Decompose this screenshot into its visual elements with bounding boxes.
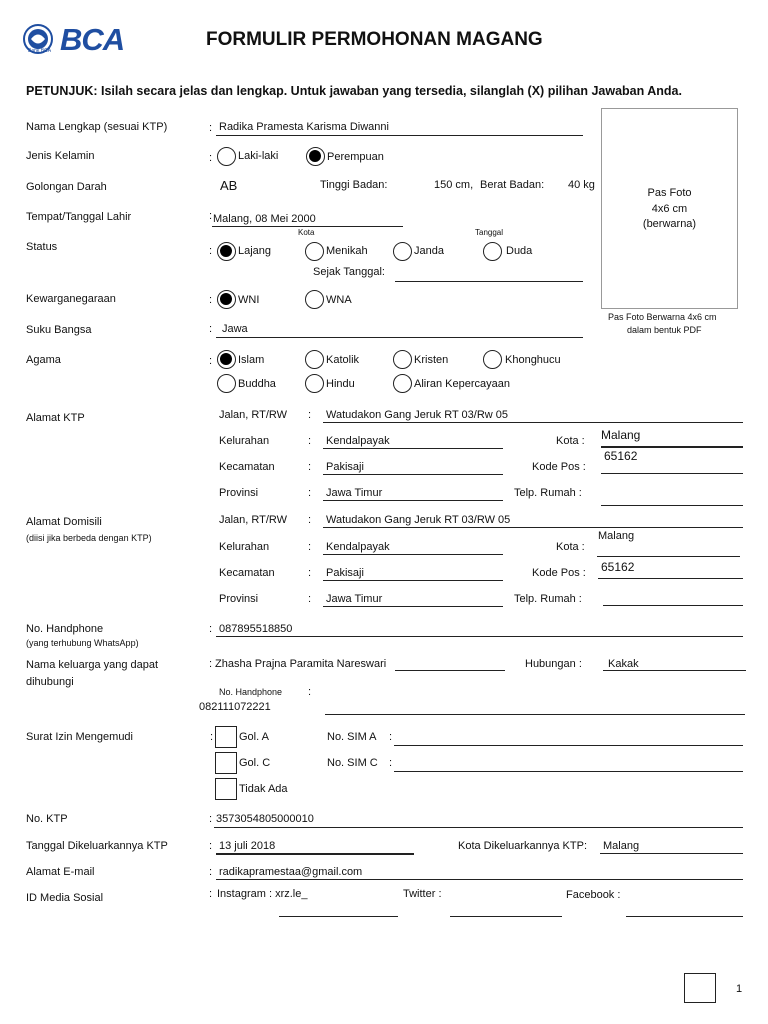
opt-lajang: Lajang <box>238 245 272 257</box>
dom-kodepos-label: Kode Pos : <box>532 567 586 579</box>
ktp-kota-label: Kota : <box>556 435 585 447</box>
keluarga-value[interactable]: Zhasha Prajna Paramita Nareswari <box>215 658 387 670</box>
status-label: Status <box>26 241 58 253</box>
ktp-kec-value[interactable]: Pakisaji <box>326 461 364 473</box>
ktp-telp-line[interactable] <box>601 505 743 506</box>
hubungan-value[interactable]: Kakak <box>608 658 639 670</box>
radio-hindu[interactable] <box>305 374 324 393</box>
agama-label: Agama <box>26 354 61 366</box>
opt-katolik: Katolik <box>326 354 360 366</box>
twitter-line[interactable] <box>450 916 562 917</box>
dom-kec-label: Kecamatan <box>219 567 275 579</box>
checkbox-gol-a[interactable] <box>215 726 237 748</box>
kota-ktp-value[interactable]: Malang <box>603 840 640 852</box>
photo-box[interactable] <box>601 108 738 309</box>
opt-hindu: Hindu <box>326 378 355 390</box>
opt-menikah: Menikah <box>326 245 368 257</box>
tinggi-value[interactable]: 150 cm, <box>434 179 474 191</box>
suku-label: Suku Bangsa <box>26 324 92 336</box>
colon: : <box>389 731 393 743</box>
radio-perempuan[interactable] <box>306 147 325 166</box>
photo-line3: (berwarna) <box>642 218 697 230</box>
photo-line1: Pas Foto <box>647 187 692 199</box>
radio-kristen[interactable] <box>393 350 412 369</box>
dom-kodepos-value[interactable]: 65162 <box>601 560 635 574</box>
colon: : <box>209 866 213 878</box>
golongan-darah-label: Golongan Darah <box>26 181 107 193</box>
colon: : <box>308 435 312 447</box>
dom-telp-line[interactable] <box>603 605 743 606</box>
dom-jalan-label: Jalan, RT/RW <box>219 514 288 526</box>
ttl-label: Tempat/Tanggal Lahir <box>26 211 132 223</box>
footer-box <box>684 973 716 1003</box>
ktp-jalan-line <box>323 422 743 423</box>
email-label: Alamat E-mail <box>26 866 95 878</box>
ktp-telp-label: Telp. Rumah : <box>514 487 582 499</box>
page-title: FORMULIR PERMOHONAN MAGANG <box>206 29 543 50</box>
opt-aliran-kepercayaan: Aliran Kepercayaan <box>414 378 511 390</box>
checkbox-gol-c[interactable] <box>215 752 237 774</box>
radio-katolik[interactable] <box>305 350 324 369</box>
colon: : <box>210 731 214 743</box>
email-value[interactable]: radikapramestaa@gmail.com <box>219 866 363 878</box>
radio-islam[interactable] <box>217 350 236 369</box>
email-line <box>216 879 743 880</box>
ttl-line <box>212 226 403 227</box>
ktp-jalan-value[interactable]: Watudakon Gang Jeruk RT 03/Rw 05 <box>326 409 509 421</box>
colon: : <box>209 294 213 306</box>
opt-duda: Duda <box>506 245 533 257</box>
hp-label: No. Handphone <box>26 623 104 635</box>
opt-buddha: Buddha <box>238 378 276 390</box>
keluarga-hp-label: No. Handphone <box>219 687 283 697</box>
ktp-kota-line <box>601 446 743 448</box>
dom-kec-line <box>323 580 503 581</box>
sim-a-label: No. SIM A <box>327 731 377 743</box>
ktp-kodepos-line <box>601 473 743 474</box>
opt-wna: WNA <box>326 294 352 306</box>
nama-label: Nama Lengkap (sesuai KTP) <box>26 121 168 133</box>
ktp-kel-label: Kelurahan <box>219 435 270 447</box>
logo-tagline: Bank BCA <box>28 48 52 54</box>
hubungan-label: Hubungan : <box>525 658 582 670</box>
tinggi-label: Tinggi Badan: <box>320 179 388 191</box>
colon: : <box>209 840 213 852</box>
alamat-domisili-label: Alamat Domisili <box>26 516 102 528</box>
dom-kota-line <box>597 556 740 557</box>
dom-prov-line <box>323 606 503 607</box>
hubungan-line <box>603 670 746 671</box>
opt-wni: WNI <box>238 294 260 306</box>
dom-kec-value[interactable]: Pakisaji <box>326 567 364 579</box>
ktp-label: No. KTP <box>26 813 68 825</box>
jenis-kelamin-label: Jenis Kelamin <box>26 150 95 162</box>
opt-laki-laki: Laki-laki <box>238 150 279 162</box>
keluarga-label2: dihubungi <box>26 676 74 688</box>
colon: : <box>308 487 312 499</box>
keluarga-line <box>395 670 505 671</box>
berat-label: Berat Badan: <box>480 179 545 191</box>
tgl-ktp-value[interactable]: 13 juli 2018 <box>219 840 276 852</box>
colon: : <box>308 567 312 579</box>
radio-duda[interactable] <box>483 242 502 261</box>
colon: : <box>209 122 213 134</box>
facebook-line[interactable] <box>626 916 743 917</box>
opt-perempuan: Perempuan <box>327 151 384 163</box>
colon: : <box>209 355 213 367</box>
alamat-ktp-label: Alamat KTP <box>26 412 85 424</box>
kewarganegaraan-label: Kewarganegaraan <box>26 293 116 305</box>
colon: : <box>209 152 213 164</box>
colon: : <box>209 888 213 900</box>
ktp-kodepos-label: Kode Pos : <box>532 461 586 473</box>
nama-value[interactable]: Radika Pramesta Karisma Diwanni <box>219 121 389 133</box>
radio-aliran-kepercayaan[interactable] <box>393 374 412 393</box>
ktp-kel-value[interactable]: Kendalpayak <box>326 435 390 447</box>
radio-wni[interactable] <box>217 290 236 309</box>
dom-telp-label: Telp. Rumah : <box>514 593 582 605</box>
sim-c-line[interactable] <box>394 771 743 772</box>
ttl-sub-tanggal: Tanggal <box>475 228 504 237</box>
keluarga-label1: Nama keluarga yang dapat <box>26 659 159 671</box>
alamat-domisili-sublabel: (diisi jika berbeda dengan KTP) <box>26 533 152 543</box>
dom-kota-label: Kota : <box>556 541 585 553</box>
colon: : <box>209 658 213 670</box>
sim-c-label: No. SIM C <box>327 757 378 769</box>
nama-line <box>216 135 583 136</box>
radio-khonghucu[interactable] <box>483 350 502 369</box>
dom-kodepos-line <box>598 578 743 579</box>
radio-lajang[interactable] <box>217 242 236 261</box>
ktp-kodepos-value[interactable]: 65162 <box>604 449 638 463</box>
opt-gol-a: Gol. A <box>239 731 269 743</box>
sim-a-line[interactable] <box>394 745 743 746</box>
ktp-kec-label: Kecamatan <box>219 461 275 473</box>
checkbox-tidak-ada[interactable] <box>215 778 237 800</box>
opt-janda: Janda <box>414 245 444 257</box>
dom-kel-line <box>323 554 503 555</box>
photo-caption1: Pas Foto Berwarna 4x6 cm <box>608 312 717 322</box>
ktp-kec-line <box>323 474 503 475</box>
colon: : <box>209 813 213 825</box>
ktp-value[interactable]: 3573054805000010 <box>216 813 314 825</box>
golongan-darah-value[interactable]: AB <box>220 178 238 193</box>
ktp-prov-label: Provinsi <box>219 487 259 499</box>
ttl-value[interactable]: Malang, 08 Mei 2000 <box>213 213 316 225</box>
facebook-label: Facebook : <box>566 889 621 901</box>
radio-wna[interactable] <box>305 290 324 309</box>
dom-prov-label: Provinsi <box>219 593 259 605</box>
radio-janda[interactable] <box>393 242 412 261</box>
twitter-label: Twitter : <box>403 888 442 900</box>
colon: : <box>209 323 213 335</box>
ktp-line <box>214 827 743 828</box>
colon: : <box>308 409 312 421</box>
sejak-tanggal-label: Sejak Tanggal: <box>313 266 385 278</box>
photo-caption2: dalam bentuk PDF <box>627 325 702 335</box>
hp-sublabel: (yang terhubung WhatsApp) <box>26 638 139 648</box>
dom-kota-value[interactable]: Malang <box>598 530 635 542</box>
colon: : <box>308 686 312 698</box>
dom-kel-label: Kelurahan <box>219 541 270 553</box>
radio-menikah[interactable] <box>305 242 324 261</box>
colon: : <box>308 514 312 526</box>
dom-kel-value[interactable]: Kendalpayak <box>326 541 390 553</box>
dom-prov-value[interactable]: Jawa Timur <box>326 593 383 605</box>
photo-line2: 4x6 cm <box>651 203 688 215</box>
kota-ktp-label: Kota Dikeluarkannya KTP: <box>458 840 588 852</box>
ttl-sub-kota: Kota <box>298 228 315 237</box>
opt-islam: Islam <box>238 354 265 366</box>
ktp-kel-line <box>323 448 503 449</box>
colon: : <box>308 593 312 605</box>
hp-value[interactable]: 087895518850 <box>219 623 293 635</box>
colon: : <box>308 541 312 553</box>
keluarga-hp-value[interactable]: 082111072221 <box>199 701 271 713</box>
logo-text: BCA <box>60 22 125 57</box>
colon: : <box>209 245 213 257</box>
ktp-prov-line <box>323 500 503 501</box>
dom-jalan-value[interactable]: Watudakon Gang Jeruk RT 03/RW 05 <box>326 514 511 526</box>
colon: : <box>209 623 213 635</box>
dom-jalan-line <box>323 527 743 528</box>
berat-value[interactable]: 40 kg <box>568 179 595 191</box>
suku-line <box>216 337 583 338</box>
sim-label: Surat Izin Mengemudi <box>26 731 133 743</box>
suku-value[interactable]: Jawa <box>222 323 248 335</box>
ktp-kota-value[interactable]: Malang <box>601 428 641 442</box>
opt-kristen: Kristen <box>414 354 449 366</box>
opt-khonghucu: Khonghucu <box>505 354 561 366</box>
ktp-prov-value[interactable]: Jawa Timur <box>326 487 383 499</box>
colon: : <box>389 757 393 769</box>
opt-gol-c: Gol. C <box>239 757 271 769</box>
radio-buddha[interactable] <box>217 374 236 393</box>
tgl-ktp-line <box>216 853 414 855</box>
sosmed-label: ID Media Sosial <box>26 892 104 904</box>
radio-laki-laki[interactable] <box>217 147 236 166</box>
kota-ktp-line <box>600 853 743 854</box>
tgl-ktp-label: Tanggal Dikeluarkannya KTP <box>26 840 168 852</box>
colon: : <box>308 461 312 473</box>
instagram-line <box>279 916 398 917</box>
ktp-jalan-label: Jalan, RT/RW <box>219 409 288 421</box>
hp-line <box>216 636 743 637</box>
page-number: 1 <box>736 983 743 995</box>
opt-tidak-ada: Tidak Ada <box>239 783 288 795</box>
instagram-value[interactable]: Instagram : xrz.le_ <box>217 888 308 900</box>
colon: : <box>209 210 213 222</box>
keluarga-hp-line <box>325 714 745 715</box>
sejak-tanggal-line[interactable] <box>395 281 583 282</box>
instruction: PETUNJUK: Isilah secara jelas dan lengkap. Untuk jawaban yang tersedia, silanglah (X) pilihan Jawaban Anda. <box>26 84 682 98</box>
